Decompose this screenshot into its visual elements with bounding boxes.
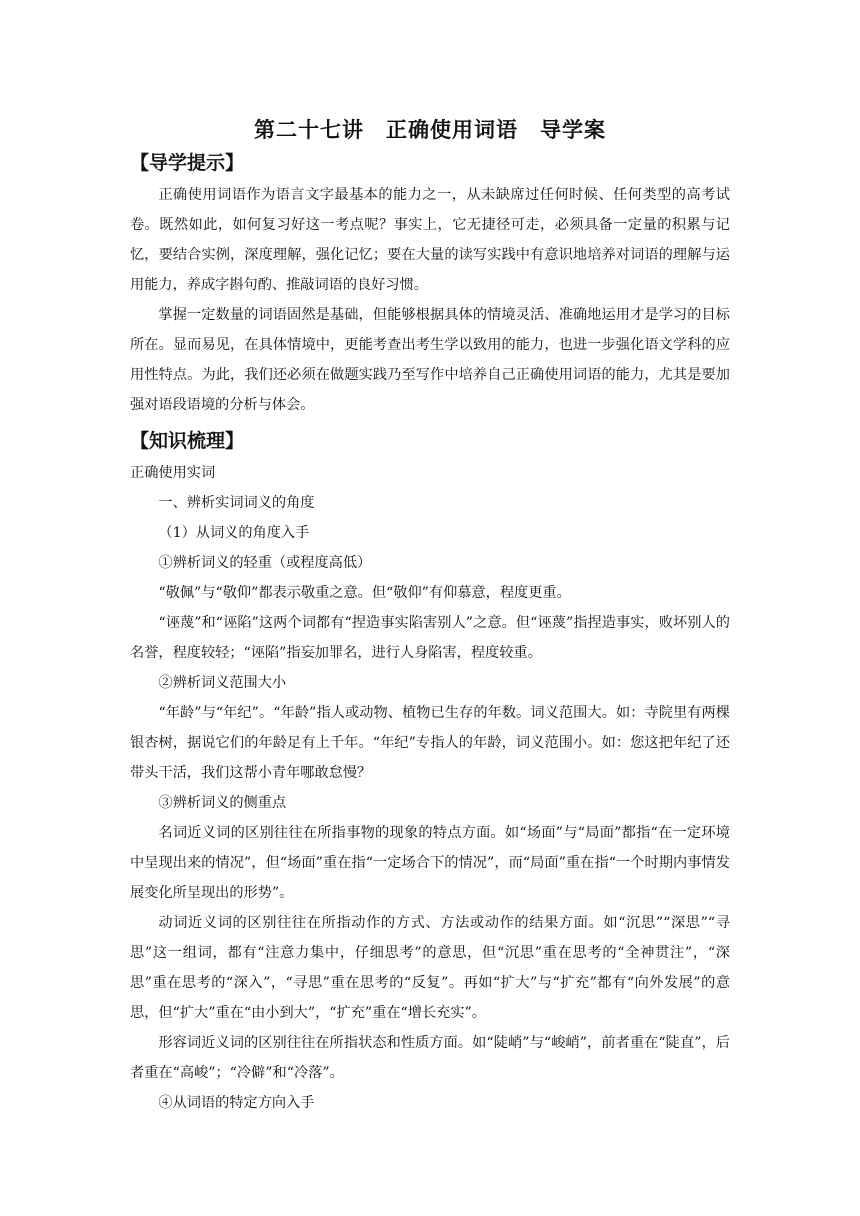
knowledge-line-1: 正确使用实词 <box>130 465 216 481</box>
knowledge-line-12: 形容词近义词的区别往往在所指状态和性质方面。如“陡峭”与“峻峭”，前者重在“陡直”，后者重在“高峻”；“冷僻”和“冷落”。 <box>130 1035 730 1081</box>
page-title: 第二十七讲 正确使用词语 导学案 <box>254 117 606 142</box>
section-heading-guide-tips: 【导学提示】 <box>130 152 245 174</box>
knowledge-line-9: ③辨析词义的侧重点 <box>158 795 287 811</box>
knowledge-line-11: 动词近义词的区别往往在所指动作的方式、方法或动作的结果方面。如“沉思”“深思”“寻思”这一组词，都有“注意力集中，仔细思考”的意思，但“沉思”重在思考的“全神贯注”，“深思”重在思考的“深入”，“寻思”重在思考的“反复”。再如“扩大”与“扩充”都有“向外发展”的意思，但“扩大”重在“由小到大”，“扩充”重在“增长充实”。 <box>130 915 730 1021</box>
section-heading-knowledge: 【知识梳理】 <box>130 430 245 452</box>
knowledge-line-8: “年龄”与“年纪”。“年龄”指人或动物、植物已生存的年数。词义范围大。如：寺院里有两棵银杏树，据说它们的年龄足有上千年。“年纪”专指人的年龄，词义范围小。如：您这把年纪了还带头干活，我们这帮小青年哪敢怠慢？ <box>130 705 730 781</box>
knowledge-line-3: （1）从词义的角度入手 <box>158 525 310 541</box>
guide-tips-paragraph-2: 掌握一定数量的词语固然是基础，但能够根据具体的情境灵活、准确地运用才是学习的目标所在。显而易见，在具体情境中，更能考查出考生学以致用的能力，也进一步强化语文学科的应用性特点。为此，我们还必须在做题实践乃至写作中培养自己正确使用词语的能力，尤其是要加强对语段语境的分析与体会。 <box>130 307 730 413</box>
knowledge-line-4: ①辨析词义的轻重（或程度高低） <box>158 555 372 571</box>
knowledge-line-2: 一、辨析实词词义的角度 <box>158 495 315 511</box>
guide-tips-body <box>130 180 730 420</box>
knowledge-line-7: ②辨析词义范围大小 <box>158 675 287 691</box>
guide-tips-paragraph-1: 正确使用词语作为语言文字最基本的能力之一，从未缺席过任何时候、任何类型的高考试卷。既然如此，如何复习好这一考点呢？事实上，它无捷径可走，必须具备一定量的积累与记忆，要结合实例，深度理解，强化记忆；要在大量的读写实践中有意识地培养对词语的理解与运用能力，养成字斟句酌、推敲词语的良好习惯。 <box>130 187 730 293</box>
knowledge-line-6: “诬蔑”和“诬陷”这两个词都有“捏造事实陷害别人”之意。但“诬蔑”指捏造事实，败坏别人的名誉，程度较轻；“诬陷”指妄加罪名，进行人身陷害，程度较重。 <box>130 615 730 661</box>
knowledge-line-10: 名词近义词的区别往往在所指事物的现象的特点方面。如“场面”与“局面”都指“在一定环境中呈现出来的情况”，但“场面”重在指“一定场合下的情况”，而“局面”重在指“一个时期内事情发展变化所呈现出的形势”。 <box>130 825 730 901</box>
knowledge-line-5: “敬佩”与“敬仰”都表示敬重之意。但“敬仰”有仰慕意，程度更重。 <box>158 585 571 601</box>
knowledge-line-13: ④从词语的特定方向入手 <box>158 1095 315 1111</box>
knowledge-body <box>130 458 730 1118</box>
